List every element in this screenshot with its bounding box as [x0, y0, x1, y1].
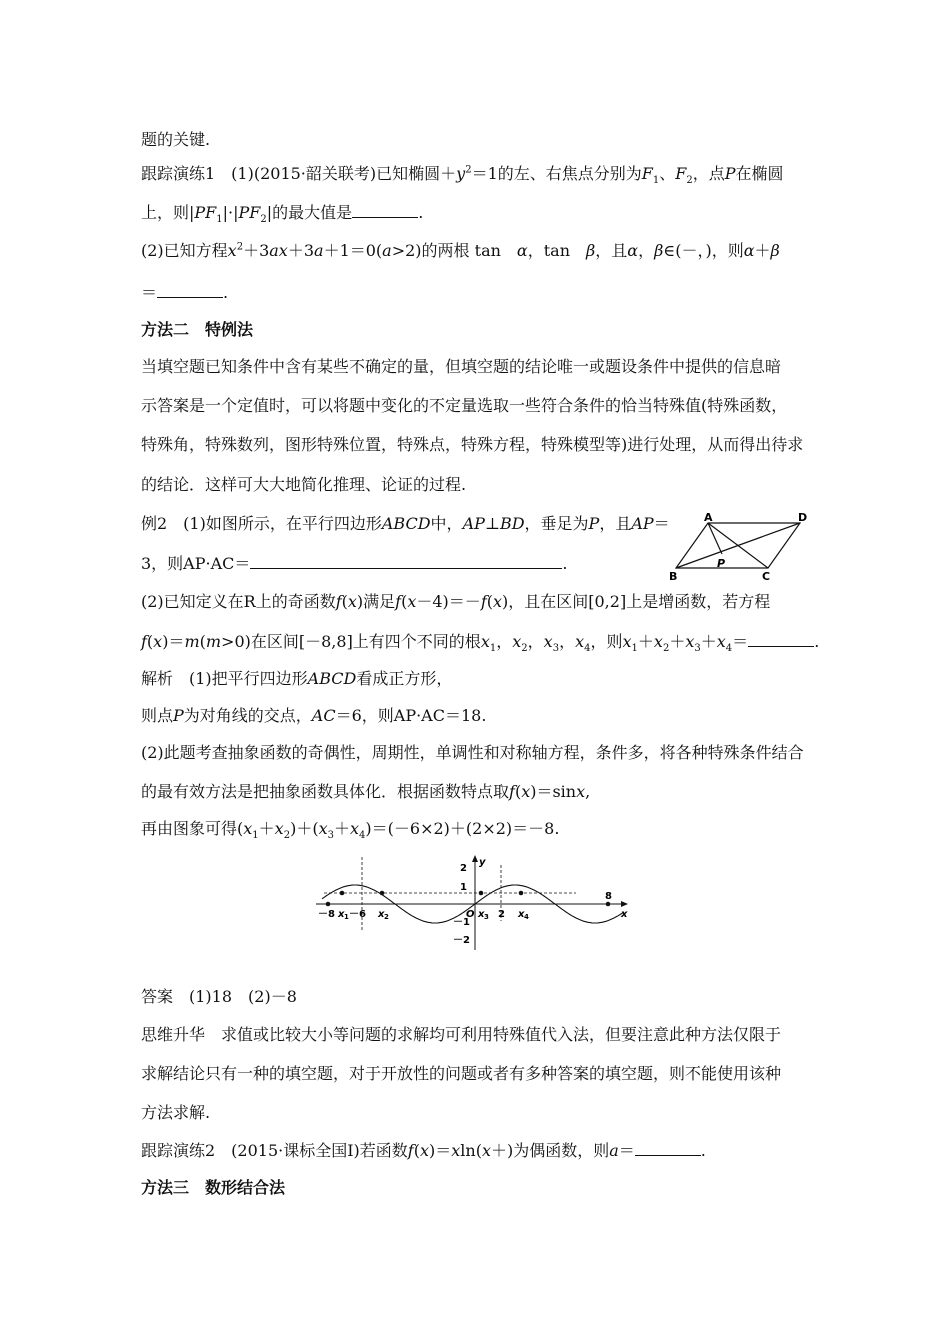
root-label-x2: x: [378, 909, 385, 920]
root-label-x1: x: [338, 909, 345, 920]
practice-1-line-2: 上，则$|PF_1|\cdot|PF_2|$的最大值是 .: [141, 203, 424, 226]
solution-line-4: 的最有效方法是把抽象函数具体化．根据函数特点取f(x)＝sinx,: [141, 782, 591, 801]
tick-label-2-x: 2: [498, 909, 505, 920]
tick-label-8: 8: [605, 891, 612, 902]
sine-graph-figure: [314, 853, 634, 953]
parallelogram-figure: [664, 512, 814, 584]
answer-blank[interactable]: [250, 554, 562, 569]
vertex-label-b: B: [669, 570, 678, 583]
solution-line-3: (2)此题考查抽象函数的奇偶性，周期性，单调性和对称轴方程，条件多，将各种特殊条件结合: [141, 743, 804, 762]
solution-line-2: 则点P为对角线的交点，AC＝6，则AP·AC＝18.: [141, 706, 487, 725]
answer-blank[interactable]: [157, 283, 223, 298]
vertex-label-d: D: [798, 512, 808, 524]
root-label-x3-sub: 3: [484, 913, 489, 921]
paragraph-line: 特殊角，特殊数列，图形特殊位置，特殊点，特殊方程，特殊模型等)进行处理，从而得出待求: [141, 435, 804, 454]
vertex-label-c: C: [762, 570, 771, 583]
practice-1-line-3: (2)已知方程$x^2+3ax+3a+1=0(a>2)$的两根 tan α，tan β，且α，β∈(－，)，则α＋β: [141, 241, 780, 260]
insight-line-2: 求解结论只有一种的填空题，对于开放性的问题或者有多种答案的填空题，则不能使用该种: [141, 1064, 782, 1083]
vertex-label-a: A: [704, 512, 713, 524]
practice-1-line-4: ＝ .: [141, 283, 229, 302]
practice-1-line-1: 跟踪演练1 (1)(2015·韶关联考)已知椭圆$+y^2=1$的左、右焦点分别为$F_1$、$F_2$，点P在椭圆: [141, 164, 784, 187]
root-label-x2-sub: 2: [384, 913, 389, 921]
point-m8: [326, 902, 331, 907]
practice-2-line: 跟踪演练2 (2015·课标全国Ⅰ)若函数f(x)＝xln(x＋)为偶函数，则a＝ .: [141, 1141, 706, 1160]
example-2-line-4: f(x)＝m(m>0)在区间[－8,8]上有四个不同的根$x_1$，$x_2$，$x_3$，$x_4$，则$x_1+x_2+x_3+x_4=$ .: [141, 632, 820, 655]
answer-blank[interactable]: [635, 1141, 701, 1156]
section-heading-method-2: 方法二 特例法: [141, 320, 254, 339]
solution-line-1: 解析 (1)把平行四边形ABCD看成正方形，: [141, 669, 453, 688]
paragraph-line: 当填空题已知条件中含有某些不确定的量，但填空题的结论唯一或题设条件中提供的信息暗: [141, 357, 782, 376]
y-axis-label: y: [479, 857, 486, 868]
root-label-x3: x: [478, 909, 485, 920]
root-point-x3: [479, 891, 484, 896]
example-2-line-3: (2)已知定义在R上的奇函数f(x)满足f(x－4)＝－f(x)，且在区间[0,2]上是增函数，若方程: [141, 592, 771, 611]
answer-blank[interactable]: [748, 632, 814, 647]
point-8: [606, 902, 611, 907]
tick-label-m6: －6: [349, 909, 366, 920]
tick-label-m2: －2: [453, 935, 470, 946]
text-line: 题的关键.: [141, 130, 211, 149]
x-axis-label: x: [621, 909, 628, 920]
tick-label-2: 2: [460, 863, 467, 874]
tick-label-1: 1: [460, 882, 467, 893]
y-axis-arrow: [472, 855, 478, 862]
answer-line: 答案 (1)18 (2)－8: [141, 987, 297, 1006]
root-point-x4: [519, 891, 524, 896]
paragraph-line: 示答案是一个定值时，可以将题中变化的不定量选取一些符合条件的恰当特殊值(特殊函数，: [141, 396, 788, 415]
example-2-line-1: 例2 (1)如图所示，在平行四边形ABCD中，AP⊥BD，垂足为P，且AP＝: [141, 514, 670, 533]
root-label-x4-sub: 4: [524, 913, 529, 921]
tick-label-m8: －8: [318, 909, 335, 920]
paragraph-line: 的结论．这样可大大地简化推理、论证的过程.: [141, 475, 467, 494]
point-label-p: P: [717, 557, 726, 570]
answer-blank[interactable]: [352, 203, 418, 218]
section-heading-method-3: 方法三 数形结合法: [141, 1178, 286, 1197]
origin-label: O: [466, 909, 475, 920]
insight-line-3: 方法求解.: [141, 1103, 211, 1122]
example-2-line-2: 3，则AP·AC＝ .: [141, 554, 568, 573]
tick-label-m1: －1: [453, 917, 470, 928]
root-point-x1: [340, 891, 345, 896]
insight-line-1: 思维升华 求值或比较大小等问题的求解均可利用特殊值代入法，但要注意此种方法仅限于: [141, 1025, 782, 1044]
root-label-x1-sub: 1: [344, 913, 349, 921]
root-label-x4: x: [518, 909, 525, 920]
solution-line-5: 再由图象可得$(x_1+x_2)+(x_3+x_4)=(-6\times 2)+(2\times 2)=-8$.: [141, 819, 560, 842]
x-axis-arrow: [621, 901, 628, 907]
root-point-x2: [380, 891, 385, 896]
